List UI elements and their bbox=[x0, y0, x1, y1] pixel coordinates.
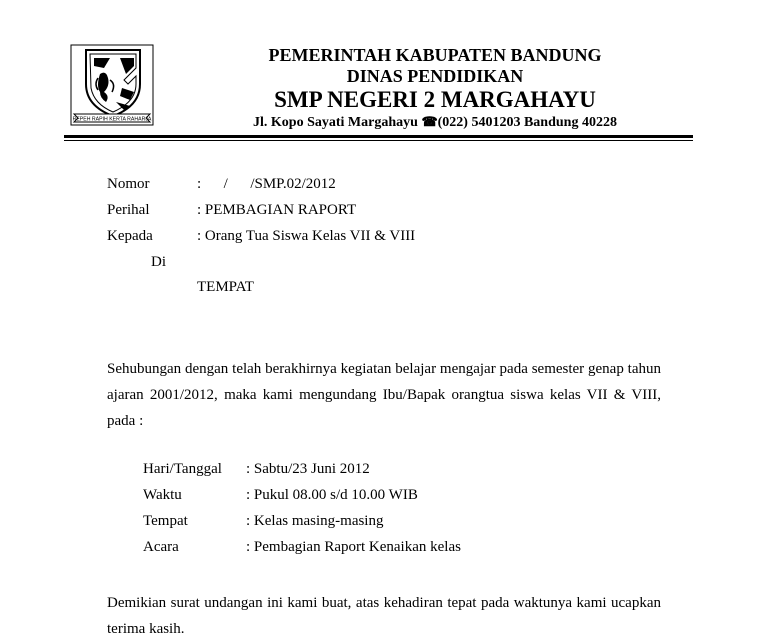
emblem-motto-text: REPEH RAPIH KERTA RAHARJA bbox=[72, 116, 152, 123]
detail-time-value: : Pukul 08.00 s/d 10.00 WIB bbox=[246, 487, 418, 503]
di-label: Di bbox=[151, 254, 166, 270]
nomor-value: : / /SMP.02/2012 bbox=[197, 176, 336, 192]
detail-date-label: Hari/Tanggal bbox=[143, 461, 222, 477]
opening-paragraph: Sehubungan dengan telah berakhirnya kegiatan belajar mengajar pada semester genap tahun ajaran 2001/2012, maka kami mengundang Ibu/Bapak orangtua siswa kelas VII & VIII, pada : bbox=[107, 361, 661, 429]
address-street: Jl. Kopo Sayati Margahayu bbox=[253, 115, 422, 130]
detail-event-label: Acara bbox=[143, 539, 179, 555]
kepada-label: Kepada bbox=[107, 228, 153, 244]
emblem-motto-ribbon bbox=[70, 112, 154, 124]
regency-emblem-logo bbox=[70, 44, 154, 126]
letterhead-divider-thick bbox=[64, 135, 693, 138]
closing-paragraph: Demikian surat undangan ini kami buat, atas kehadiran tepat pada waktunya kami ucapkan terima kasih. bbox=[107, 595, 661, 637]
address-phone-city: (022) 5401203 Bandung 40228 bbox=[437, 115, 617, 130]
government-name: PEMERINTAH KABUPATEN BANDUNG bbox=[268, 45, 602, 65]
detail-event-value: : Pembagian Raport Kenaikan kelas bbox=[246, 539, 461, 555]
school-name: SMP NEGERI 2 MARGAHAYU bbox=[274, 87, 596, 112]
letterhead bbox=[175, 44, 695, 130]
kepada-value: : Orang Tua Siswa Kelas VII & VIII bbox=[197, 228, 416, 244]
phone-icon: ☎ bbox=[421, 114, 438, 129]
detail-place-label: Tempat bbox=[143, 513, 188, 529]
detail-place-value: : Kelas masing-masing bbox=[246, 513, 384, 529]
perihal-label: Perihal bbox=[107, 202, 150, 218]
nomor-label: Nomor bbox=[107, 176, 150, 192]
detail-date-value: : Sabtu/23 Juni 2012 bbox=[246, 461, 370, 477]
school-address bbox=[175, 115, 695, 130]
letterhead-divider-thin bbox=[64, 140, 693, 141]
detail-time-label: Waktu bbox=[143, 487, 182, 503]
tempat-label: TEMPAT bbox=[197, 279, 254, 295]
perihal-value: : PEMBAGIAN RAPORT bbox=[197, 202, 357, 218]
department-name: DINAS PENDIDIKAN bbox=[346, 66, 524, 86]
